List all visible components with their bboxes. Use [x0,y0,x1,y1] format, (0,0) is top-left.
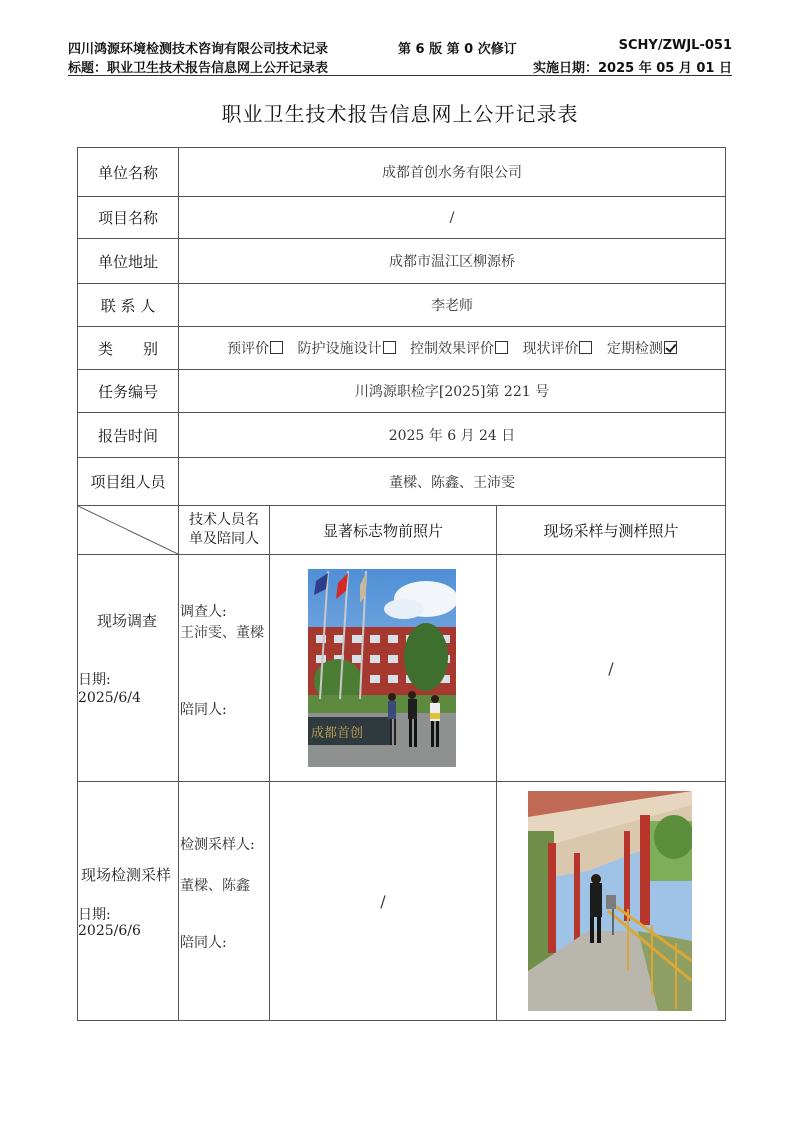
checkbox-control-evaluation[interactable] [495,341,508,354]
header-company: 四川鸿源环境检测技术咨询有限公司技术记录 [68,42,329,57]
row-task-no [78,370,726,413]
value-report-time: 2025 年 6 月 24 日 [179,413,726,458]
detection-companion-label: 陪同人: [180,935,227,951]
diagonal-header-cell [78,506,179,555]
col-sampling-photo-header: 现场采样与测样照片 [497,506,726,555]
detection-date: 2025/6/6 [78,923,141,939]
label-team: 项目组人员 [78,458,179,506]
row-contact [78,284,726,327]
value-address: 成都市温江区柳源桥 [179,239,726,284]
option-status-evaluation: 现状评价 [522,341,592,357]
value-project-name: / [179,197,726,239]
row-unit-name [78,148,726,197]
survey-sign-photo-cell [270,555,497,782]
sampler-names: 董樑、陈鑫 [180,878,250,894]
record-form-table [77,147,726,1021]
value-unit-name: 成都首创水务有限公司 [179,148,726,197]
option-pre-evaluation: 预评价 [227,341,283,357]
detection-title: 现场检测采样 [81,866,172,884]
detection-sampling-photo-cell [497,782,726,1021]
header-effective-date: 实施日期：2025 年 05 月 01 日 [533,61,732,76]
category-options [179,327,726,370]
header-version: 第 6 版 第 0 次修订 [398,42,517,57]
value-task-no: 川鸿源职检字[2025]第 221 号 [179,370,726,413]
diagonal-line [78,506,178,554]
page-title: 职业卫生技术报告信息网上公开记录表 [221,102,579,126]
option-control-evaluation: 控制效果评价 [410,341,508,357]
survey-staff-cell [179,555,270,782]
row-photo-header [78,506,726,555]
row-site-survey [78,555,726,782]
value-contact: 李老师 [179,284,726,327]
survey-sampling-photo-cell: / [497,555,726,782]
label-address: 单位地址 [78,239,179,284]
checkbox-status-evaluation[interactable] [579,341,592,354]
header-code: SCHY/ZWJL-051 [618,38,732,53]
landmark-photo-image [308,569,456,767]
survey-date-label: 日期: [78,672,111,688]
sampler-label: 检测采样人: [180,837,255,853]
investigator-names: 王沛雯、董樑 [180,625,264,641]
checkbox-periodic-detection[interactable] [664,341,677,354]
label-contact: 联 系 人 [78,284,179,327]
header-divider [68,75,732,76]
label-project-name: 项目名称 [78,197,179,239]
checkbox-protection-design[interactable] [383,341,396,354]
label-report-time: 报告时间 [78,413,179,458]
detection-date-label: 日期: [78,907,111,923]
sampling-photo-image [528,791,692,1011]
label-task-no: 任务编号 [78,370,179,413]
detection-title-cell [78,782,179,1021]
value-team: 董樑、陈鑫、王沛雯 [179,458,726,506]
option-periodic-detection: 定期检测 [607,341,677,357]
row-report-time [78,413,726,458]
label-category: 类 别 [78,327,179,370]
label-unit-name: 单位名称 [78,148,179,197]
header-subject: 标题：职业卫生技术报告信息网上公开记录表 [68,61,329,76]
row-site-detection [78,782,726,1021]
survey-companion-label: 陪同人: [180,702,227,718]
gate-sign-text: 成都首创 [311,726,364,741]
option-protection-design: 防护设施设计 [298,341,396,357]
detection-staff-cell [179,782,270,1021]
survey-title-cell [78,555,179,782]
landmark-photo [308,569,456,767]
sampling-photo [528,791,692,1011]
row-project-name [78,197,726,239]
survey-title: 现场调查 [97,612,158,630]
detection-sign-photo-cell: / [270,782,497,1021]
row-category [78,327,726,370]
survey-date: 2025/6/4 [78,690,141,706]
row-team [78,458,726,506]
col-sign-photo-header: 显著标志物前照片 [270,506,497,555]
row-address [78,239,726,284]
investigator-label: 调查人: [180,604,227,620]
checkbox-pre-evaluation[interactable] [270,341,283,354]
col-staff-header: 技术人员名单及陪同人 [179,506,270,555]
